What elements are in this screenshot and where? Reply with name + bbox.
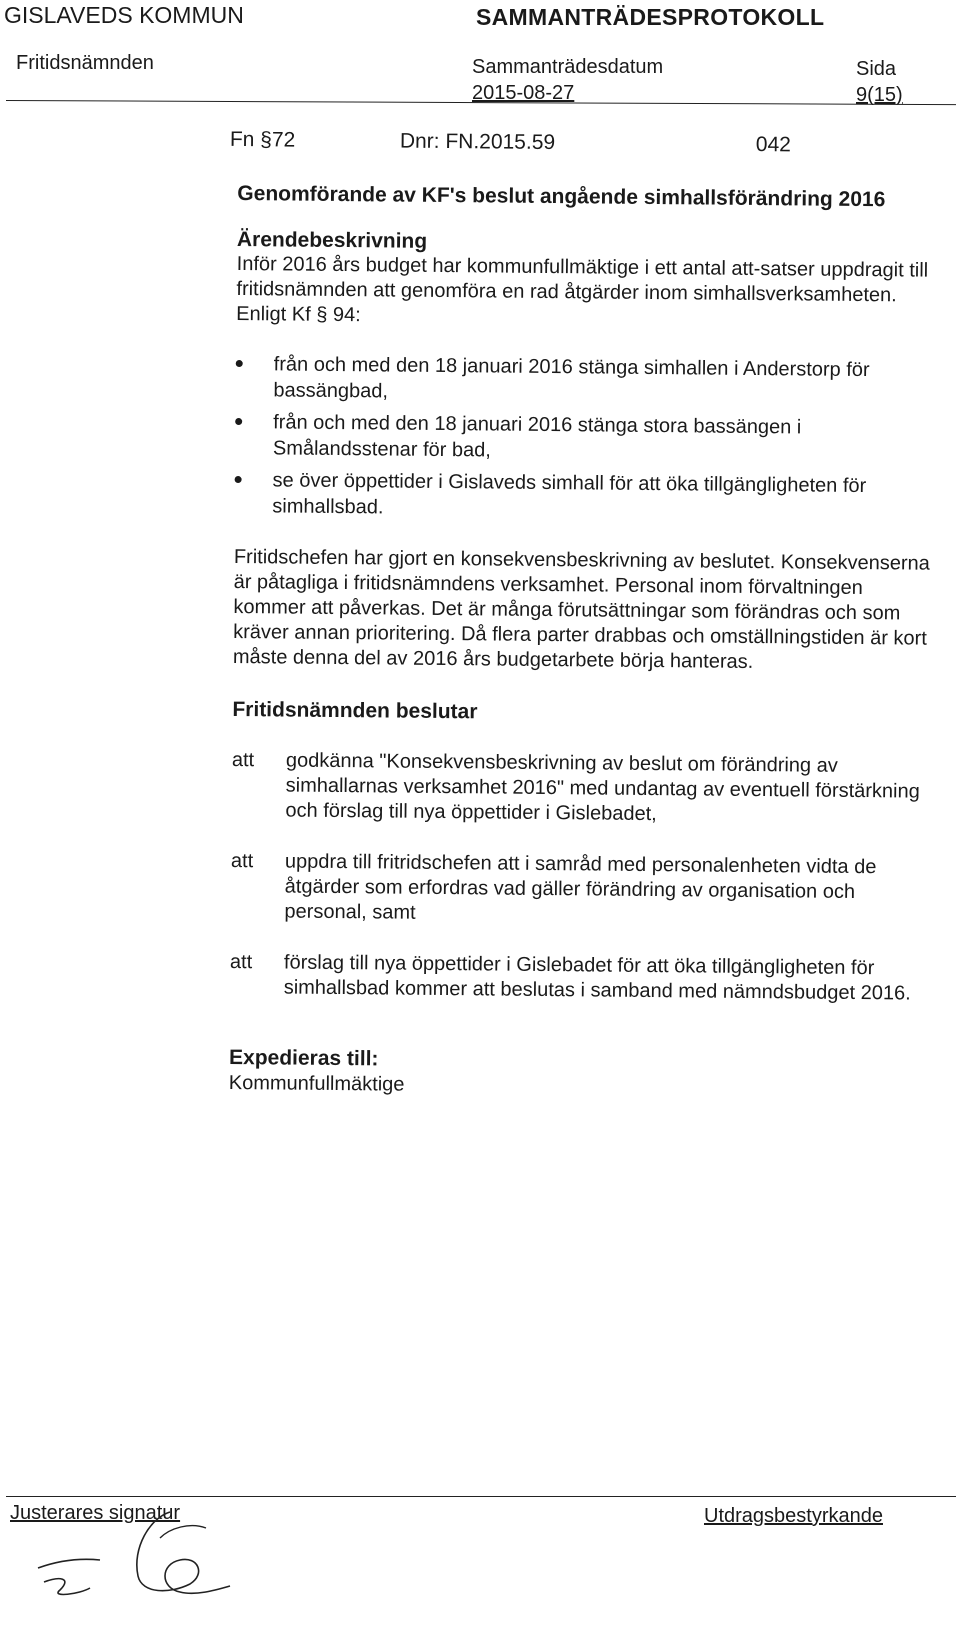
bullet-icon bbox=[236, 360, 243, 367]
decision-item bbox=[230, 950, 930, 1007]
case-title: Genomförande av KF's beslut angående simhallsförändring 2016 bbox=[237, 181, 886, 212]
att-label: att bbox=[230, 849, 254, 873]
list-item bbox=[235, 351, 935, 410]
meeting-date-label: Sammanträdesdatum bbox=[472, 56, 664, 78]
page-label: Sida bbox=[856, 58, 897, 80]
decision-item bbox=[230, 849, 931, 931]
decision-points-list bbox=[234, 351, 936, 526]
list-item bbox=[234, 467, 934, 526]
decision-heading: Fritidsnämnden beslutar bbox=[232, 697, 478, 724]
list-item bbox=[235, 409, 935, 468]
board-name: Fritidsnämnden bbox=[16, 52, 154, 74]
dispatch-recipient: Kommunfullmäktige bbox=[228, 1071, 405, 1096]
att-label: att bbox=[231, 748, 255, 772]
archive-code: 042 bbox=[755, 132, 792, 157]
footer-divider bbox=[6, 1496, 956, 1497]
decision-item-text: förslag till nya öppettider i Gislebadet för att öka tillgängligheten för simhallsbad kommer att beslutas i samband med nämndsbudget 2016. bbox=[283, 951, 911, 1005]
protocol-body bbox=[229, 128, 938, 1103]
handwritten-signature bbox=[20, 1498, 240, 1608]
section-number: Fn §72 bbox=[229, 127, 296, 152]
municipality-name: GISLAVEDS KOMMUN bbox=[4, 2, 244, 28]
extract-certification-label: Utdragsbestyrkande bbox=[704, 1505, 883, 1527]
bullet-icon bbox=[235, 418, 242, 425]
decision-item-text: godkänna "Konsekvensbeskrivning av beslut om förändring av simhallarnas verksamhet 2016" med undantag av eventuell förstärkning och förslag till nya öppettider i Gislebadet, bbox=[285, 749, 920, 826]
list-item-text: från och med den 18 januari 2016 stänga simhallen i Anderstorp för bassängbad, bbox=[273, 353, 870, 403]
dispatch-heading: Expedieras till: bbox=[228, 1045, 379, 1071]
decision-item bbox=[231, 748, 932, 830]
case-meta-row bbox=[229, 127, 938, 167]
adjuster-signature-label: Justerares signatur bbox=[10, 1502, 181, 1524]
list-item-text: från och med den 18 januari 2016 stänga stora bassängen i Smålandsstenar för bad, bbox=[272, 411, 802, 462]
reference-number: Dnr: FN.2015.59 bbox=[399, 129, 556, 155]
description-intro: Inför 2016 års budget har kommunfullmäktige i ett antal att-satser uppdragit till fritidsnämnden att genomföra en rad åtgärder inom simhallsverksamheten. Enligt Kf § 94: bbox=[236, 252, 929, 327]
document-type: SAMMANTRÄDESPROTOKOLL bbox=[476, 4, 825, 30]
meeting-date: 2015-08-27 bbox=[472, 82, 575, 104]
consequence-paragraph: Fritidschefen har gjort en konsekvensbeskrivning av beslutet. Konsekvenserna är påtagliga i fritidsnämndens verksamhet. Personal inom förvaltningen kommer att påverkas. Det är många förutsättningar som förändras och som kräver annan prioritering. Då flera parter drabbas och omställningstiden är kort måste denna del av 2016 års budgetarbete börja hanteras. bbox=[232, 545, 930, 673]
page-number: 9(15) bbox=[856, 84, 903, 106]
decision-item-text: uppdra till fritridschefen att i samråd med personalenheten vidta de åtgärder som erfordras vad gäller förändring av organisation och personal, samt bbox=[284, 850, 877, 924]
description-heading: Ärendebeskrivning bbox=[236, 227, 428, 253]
att-label: att bbox=[229, 950, 253, 974]
bullet-icon bbox=[235, 476, 242, 483]
list-item-text: se över öppettider i Gislaveds simhall för att öka tillgängligheten för simhallsbad. bbox=[272, 469, 867, 519]
